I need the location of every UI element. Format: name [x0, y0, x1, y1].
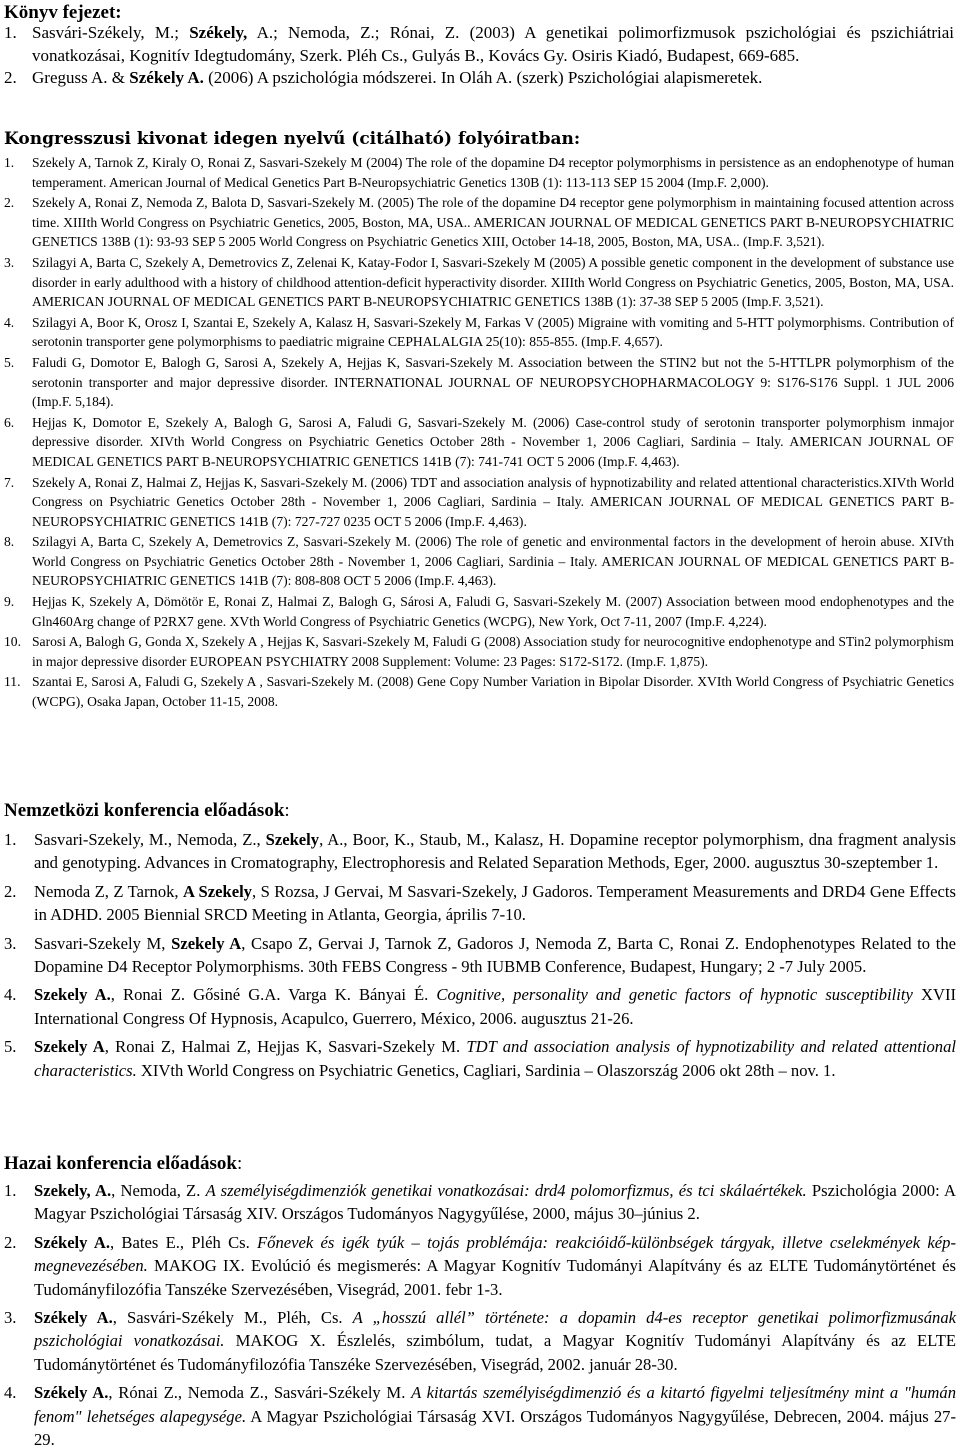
- international-conference-list: [4, 828, 956, 1087]
- item-number: 1.: [4, 830, 17, 849]
- highlighted-author: Szekely A: [171, 933, 242, 953]
- list-item: [4, 1035, 956, 1082]
- citation-text: Szekely A, Ronai Z, Nemoda Z, Balota D, Sasvari-Szekely M. (2005) The role of the dopamine D4 receptor gene polymorphism in maintaining focused attention across time. XIIIth World Congress on Psychiatric Genetics, 2005, Boston, MA, USA.. AMERICAN JOURNAL OF MEDICAL GENETICS PART B-NEUROPSYCHIATRIC GENETICS 138B (1): 93-93 SEP 5 2005 World Congress on Psychiatric Genetics XIII, October 14-18, 2005, Boston, MA, USA.. (Imp.F. 3,521).: [32, 195, 954, 250]
- citation-text: Szekely A, Tarnok Z, Kiraly O, Ronai Z, Sasvari-Szekely M (2004) The role of the dopamine D4 receptor polymorphisms in persistence as an endophenotype of human temperament. American Journal of Medical Genetics Part B-Neuropsychiatric Genetics 130B (1): 113-113 SEP 15 2004 (Imp.F. 2,000).: [32, 155, 954, 190]
- item-number: 7.: [4, 474, 15, 490]
- list-item: [4, 193, 954, 252]
- authors-text: , Ronai Z, Halmai Z, Hejjas K, Sasvari-Szekely M.: [104, 1037, 467, 1057]
- citation-text: Sarosi A, Balogh G, Gonda X, Szekely A , Hejjas K, Sasvari-Szekely M, Faludi G (2008) Association study for neurocognitive endophenotype and STin2 polymorphism in major depressive disorder EUROPEAN PSYCHIATRY 2008 Supplement: Volume: 23 Pages: S172-S172. (Imp.F. 1,875).: [32, 634, 954, 669]
- citation-text: , Csapo Z, Gervai J, Tarnok Z, Gadoros J, Nemoda Z, Barta C, Ronai Z. Endophenotypes Related to the Dopamine D4 Receptor Polymorphisms. 30th FEBS Congress - 9th IUBMB Conference, Budapest, Hungary; 2 -7 July 2005.: [34, 933, 957, 977]
- item-number: 3.: [4, 254, 15, 270]
- item-number: 4.: [4, 1383, 17, 1403]
- item-number: 2.: [4, 881, 17, 901]
- item-number: 5.: [4, 354, 15, 370]
- list-item: [4, 592, 954, 631]
- list-item: [4, 1381, 956, 1451]
- citation-text: , A., Boor, K., Staub, M., Kalasz, H. Dopamine receptor polymorphism, dna fragment analysis and genotyping. Advances in Cromatography, Electrophoresis and Related Separation Methods, Eger, 2000. augusztus 30-szeptember 1.: [34, 830, 956, 873]
- talk-title: TDT and association analysis of hypnotizability and related attentional characteristics.: [34, 1037, 956, 1080]
- highlighted-author: Székely A.: [34, 1383, 109, 1403]
- citation-text: Hejjas K, Domotor E, Szekely A, Balogh G, Sarosi A, Faludi G, Sasvari-Szekely M. (2006) Case-control study of serotonin transporter polymorphism inmajor depressive disorder. XIVth World Congress on Psychiatric Genetics October 28th - November 1, 2006 Cagliari, Sardinia – Italy. AMERICAN JOURNAL OF MEDICAL GENETICS PART B-NEUROPSYCHIATRIC GENETICS 141B (7): 741-741 OCT 5 2006 (Imp.F. 4,463).: [32, 414, 954, 469]
- abstracts-heading: Kongresszusi kivonat idegen nyelvű (citálható) folyóiratban:: [4, 129, 581, 149]
- list-item: [4, 313, 954, 352]
- list-item: [4, 932, 956, 979]
- talk-title: A személyiségdimenziók genetikai vonatkozásai: drd4 polomorfizmus, és tci skálaértékek.: [205, 1181, 807, 1200]
- citation-text: MAKOG IX. Evolúció és megismerés: A Magyar Kognitív Tudományi Alapítvány és az ELTE Tudománytörténet és Tudományfilozófia Tanszéke Szervezésében, Visegrád, 2001. febr 1-3.: [34, 1256, 956, 1299]
- list-item: [4, 67, 954, 90]
- list-item: [4, 353, 954, 412]
- domestic-conference-list: [4, 1179, 956, 1456]
- talk-title: A „hosszú allél” története: a dopamin d4-es receptor genetikai polimorfizmusának pszichológiai vonatkozásai.: [34, 1308, 957, 1351]
- heading-text: Hazai konferencia előadások: [4, 1153, 237, 1174]
- citation-text: Szilagyi A, Barta C, Szekely A, Demetrovics Z, Zelenai K, Katay-Fodor I, Sasvari-Szekely M (2005) A possible genetic component in the development of substance use disorder in early adulthood with a history of childhood attention-deficit hyperactivity disorder. XIIIth World Congress on Psychiatric Genetics, 2005, Boston, MA, USA. AMERICAN JOURNAL OF MEDICAL GENETICS PART B-NEUROPSYCHIATRIC GENETICS 138B (1): 37-38 SEP 5 2005 (Imp.F. 3,521).: [32, 254, 954, 310]
- item-number: 8.: [4, 534, 15, 550]
- citation-text: (2006) A pszichológia módszerei. In Oláh A. (szerk) Pszichológiai alapismeretek.: [203, 68, 763, 87]
- highlighted-author: Székely A.: [34, 1308, 113, 1328]
- item-number: 3.: [4, 933, 17, 953]
- citation-text: Szilagyi A, Boor K, Orosz I, Szantai E, Szekely A, Kalasz H, Sasvari-Szekely M, Farkas V (2005) Migraine with vomiting and 5-HTT polymorphisms. Contribution of serotonin transporter gene polymorphisms to paediatric migraine CEPHALALGIA 25(10): 855-855. (Imp.F. 4,657).: [32, 314, 954, 350]
- list-item: [4, 1306, 956, 1376]
- item-number: 11.: [4, 674, 21, 690]
- highlighted-author: Szekely, A.: [34, 1181, 112, 1200]
- list-item: [4, 1179, 956, 1226]
- citation-text: XVII International Congress Of Hypnosis, Acapulco, Guerrero, México, 2006. augusztus 21-26.: [34, 985, 956, 1028]
- talk-title: Főnevek és igék tyúk – tojás problémája: reakcióidő-különbségek tárgyak, illetve cselekmények kép-megnevezésében.: [34, 1232, 956, 1276]
- item-number: 5.: [4, 1037, 17, 1057]
- authors-text: Sasvári-Székely, M.;: [32, 23, 190, 42]
- list-item: [4, 672, 954, 711]
- authors-text: , Nemoda, Z.: [111, 1181, 206, 1200]
- talk-title: A kitartás személyiségdimenzió és a kitartó figyelmi teljesítmény mint a "humán fenom" lehetséges alapegysége.: [34, 1383, 956, 1426]
- domestic-conference-heading: [4, 1153, 242, 1175]
- list-item: [4, 828, 956, 875]
- highlighted-author: Székely A.: [34, 1232, 110, 1252]
- list-item: [4, 983, 956, 1030]
- item-number: 4.: [4, 985, 17, 1005]
- item-number: 4.: [4, 314, 15, 330]
- citation-text: MAKOG X. Észlelés, szimbólum, tudat, a Magyar Kognitív Tudományi Alapítvány és az ELTE Tudománytörténet és Tudományfilozófia Tanszéke Szervezésében, Visegrád, 2002. január 28-30.: [34, 1331, 956, 1374]
- list-item: [4, 1231, 956, 1301]
- highlighted-author: A Szekely: [183, 881, 252, 901]
- item-number: 10.: [4, 634, 21, 650]
- highlighted-author: Székely,: [189, 23, 248, 42]
- talk-title: Cognitive, personality and genetic factors of hypnotic susceptibility: [436, 985, 913, 1005]
- item-number: 1.: [4, 155, 15, 170]
- highlighted-author: Szekely: [265, 830, 320, 849]
- list-item: [4, 632, 954, 671]
- item-number: 3.: [4, 1308, 17, 1328]
- item-number: 2.: [4, 1232, 17, 1252]
- authors-text: , Bates E., Pléh Cs.: [109, 1232, 258, 1252]
- list-item: [4, 153, 954, 192]
- item-number: 6.: [4, 414, 15, 430]
- authors-text: Greguss A. &: [32, 68, 130, 87]
- highlighted-author: Szekely A.: [34, 985, 111, 1005]
- item-number: 1.: [4, 1181, 17, 1200]
- abstracts-list: [4, 153, 954, 713]
- citation-text: XIVth World Congress on Psychiatric Genetics, Cagliari, Sardinia – Olaszország 2006 okt 28th – nov. 1.: [136, 1060, 836, 1080]
- list-item: [4, 413, 954, 472]
- authors-text: Sasvari-Szekely M,: [34, 933, 172, 953]
- item-number: 2.: [4, 195, 15, 211]
- list-item: [4, 22, 954, 67]
- highlighted-author: Szekely A: [34, 1037, 105, 1057]
- citation-text: Hejjas K, Szekely A, Dömötör E, Ronai Z, Halmai Z, Balogh G, Sárosi A, Faludi G, Sasvari-Szekely M. (2007) Association between mood endophenotypes and the Gln460Arg change of P2RX7 gene. XVth World Congress of Psychiatric Genetics (WCPG), New York, Oct 7-11, 2007 (Imp.F. 4,224).: [32, 594, 954, 629]
- list-item: [4, 880, 956, 927]
- authors-text: , Ronai Z. Gősiné G.A. Varga K. Bányai É.: [110, 985, 437, 1005]
- international-conference-heading: [4, 800, 290, 822]
- highlighted-author: Székely A.: [129, 68, 204, 87]
- citation-text: Szekely A, Ronai Z, Halmai Z, Hejjas K, Sasvari-Szekely M. (2006) TDT and association analysis of hypnotizability and related attentional characteristics.XIVth World Congress on Psychiatric Genetics October 28th - November 1, 2006 Cagliari, Sardinia – Italy. AMERICAN JOURNAL OF MEDICAL GENETICS PART B-NEUROPSYCHIATRIC GENETICS 141B (7): 727-727 0235 OCT 5 2006 (Imp.F. 4,463).: [32, 474, 954, 529]
- list-item: [4, 253, 954, 312]
- citation-text: Szilagyi A, Barta C, Szekely A, Demetrovics Z, Sasvari-Szekely M. (2006) The role of genetic and environmental factors in the development of heroin abuse. XIVth World Congress on Psychiatric Genetics October 28th - November 1, 2006 Cagliari, Sardinia – Italy. AMERICAN JOURNAL OF MEDICAL GENETICS PART B-NEUROPSYCHIATRIC GENETICS 141B (7): 808-808 OCT 5 2006 (Imp.F. 4,463).: [32, 534, 954, 589]
- citation-text: , S Rozsa, J Gervai, M Sasvari-Szekely, J Gadoros. Temperament Measurements and DRD4 Gene Effects in ADHD. 2005 Biennial SRCD Meeting in Atlanta, Georgia, április 7-10.: [34, 881, 956, 925]
- citation-text: A Magyar Pszichológiai Társaság XVI. Országos Tudományos Nagygyűlése, Debrecen, 2004. május 27-29.: [34, 1406, 956, 1450]
- list-item: [4, 532, 954, 591]
- citation-text: Faludi G, Domotor E, Balogh G, Sarosi A, Szekely A, Hejjas K, Sasvari-Szekely M. Association between the STIN2 but not the 5-HTTLPR polymorphism of the serotonin transporter and major depressive disorder. INTERNATIONAL JOURNAL OF NEUROPSYCHOPHARMACOLOGY 9: S176-S176 Suppl. 1 JUL 2006 (Imp.F. 5,184).: [32, 354, 954, 410]
- book-chapter-list: [4, 22, 954, 90]
- book-chapter-heading: Könyv fejezet:: [4, 2, 122, 23]
- list-item: [4, 473, 954, 532]
- citation-text: Pszichológia 2000: A Magyar Pszichológiai Társaság XIV. Országos Tudományos Nagygyűlése, 2000, május 30–június 2.: [34, 1181, 956, 1224]
- authors-text: , Rónai Z., Nemoda Z., Sasvári-Székely M.: [108, 1383, 412, 1403]
- item-number: 1.: [4, 23, 17, 42]
- authors-text: Nemoda Z, Z Tarnok,: [34, 881, 184, 901]
- heading-colon: :: [284, 800, 290, 821]
- heading-text: Nemzetközi konferencia előadások: [4, 800, 285, 821]
- item-number: 2.: [4, 68, 17, 87]
- authors-text: , Sasvári-Székely M., Pléh, Cs.: [112, 1308, 353, 1328]
- citation-text: Szantai E, Sarosi A, Faludi G, Szekely A , Sasvari-Szekely M. (2008) Gene Copy Number Variation in Bipolar Disorder. XVIth World Congress of Psychiatric Genetics (WCPG), Osaka Japan, October 11-15, 2008.: [32, 674, 954, 710]
- item-number: 9.: [4, 594, 15, 610]
- citation-text: A.; Nemoda, Z.; Rónai, Z. (2003) A genetikai polimorfizmusok pszichológiai és pszichiátriai vonatkozásai, Kognitív Idegtudomány, Szerk. Pléh Cs., Gulyás B., Kovács Gy. Osiris Kiadó, Budapest, 669-685.: [32, 23, 954, 65]
- heading-colon: :: [236, 1153, 243, 1174]
- authors-text: Sasvari-Szekely, M., Nemoda, Z.,: [34, 830, 266, 849]
